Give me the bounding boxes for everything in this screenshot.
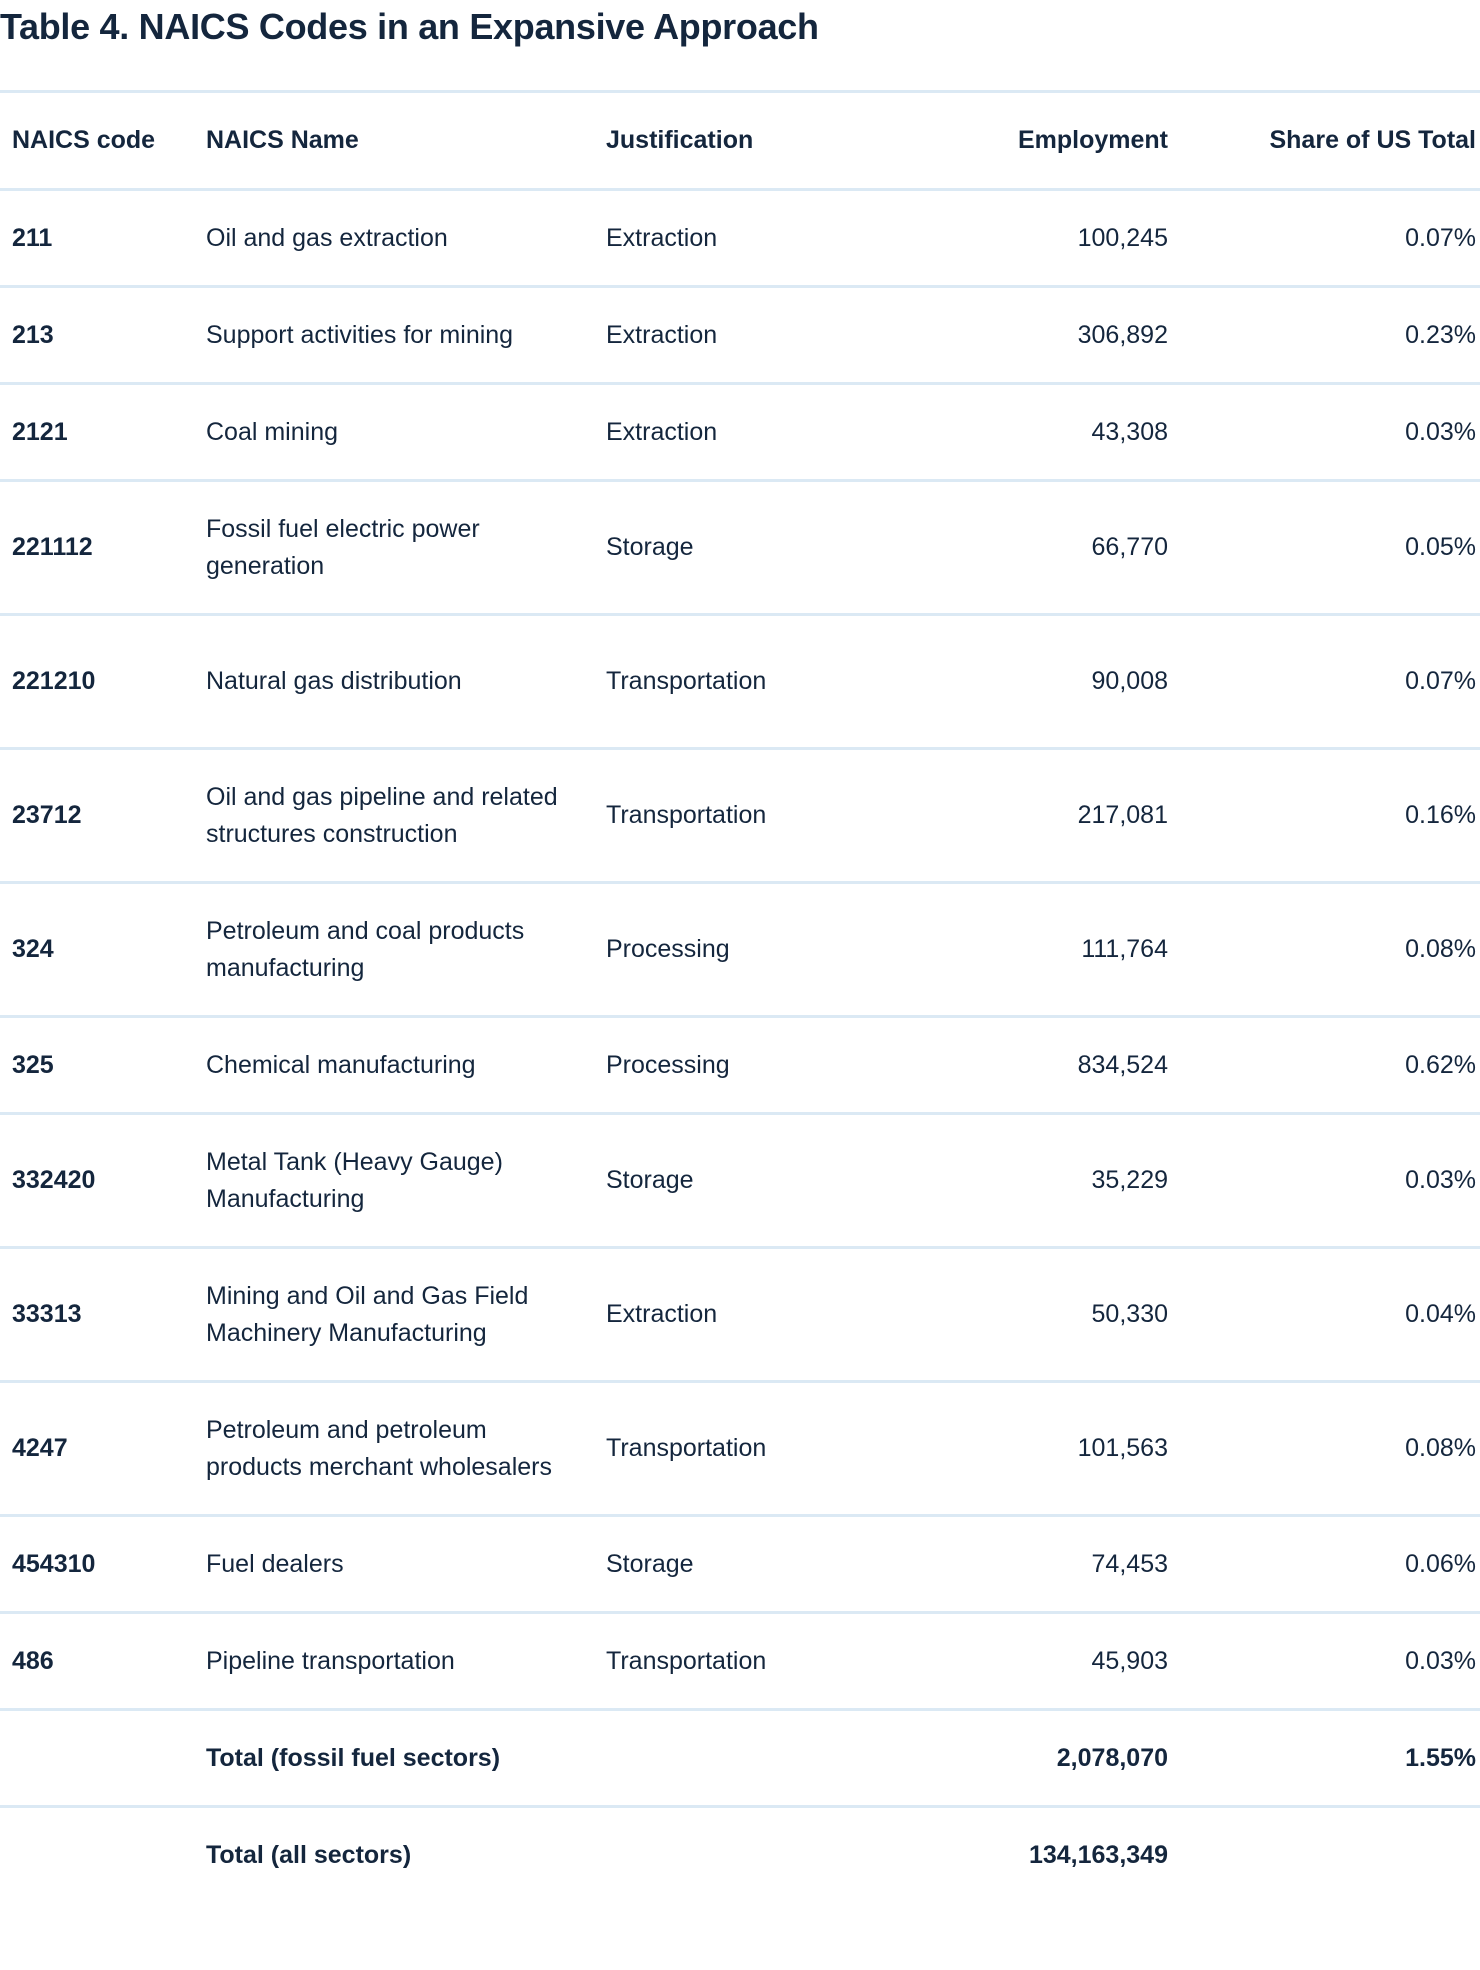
- naics-table: [0, 90, 1480, 1902]
- employment-cell: 90,008: [1091, 667, 1168, 695]
- naics-code-cell: 23712: [12, 801, 82, 829]
- table-row: [0, 1613, 1480, 1710]
- header-employment: Employment: [1017, 126, 1168, 154]
- table-row: [0, 1382, 1480, 1516]
- naics-name-cell: Pipeline transportation: [206, 1646, 455, 1675]
- naics-name-cell: Natural gas distribution: [206, 667, 462, 695]
- employment-cell: 217,081: [1077, 801, 1168, 829]
- naics-code-cell: 33313: [12, 1300, 82, 1328]
- table-row: [0, 384, 1480, 481]
- naics-name-cell: Fossil fuel electric power generation: [206, 514, 480, 580]
- naics-code-cell: 2121: [12, 417, 68, 446]
- header-row: [0, 92, 1480, 190]
- total-all-sectors-row: [0, 1807, 1480, 1903]
- employment-cell: 111,764: [1081, 935, 1168, 963]
- naics-code-cell: 454310: [12, 1549, 96, 1578]
- table-row: [0, 190, 1480, 287]
- naics-name-cell: Chemical manufacturing: [206, 1050, 476, 1079]
- total-code-cell: [0, 1807, 194, 1903]
- naics-name-cell: Mining and Oil and Gas Field Machinery Manufacturing: [206, 1281, 529, 1347]
- share-cell: 0.03%: [1405, 1166, 1476, 1194]
- total-employment-cell: 134,163,349: [1028, 1840, 1168, 1869]
- justification-cell: Extraction: [606, 223, 718, 252]
- justification-cell: Transportation: [606, 667, 767, 695]
- total-share-cell: [1180, 1807, 1480, 1903]
- table-row: [0, 481, 1480, 615]
- justification-cell: Transportation: [606, 1646, 767, 1675]
- employment-cell: 100,245: [1077, 223, 1168, 252]
- justification-cell: Storage: [606, 1166, 694, 1194]
- table-row: [0, 615, 1480, 749]
- employment-cell: 306,892: [1077, 320, 1168, 349]
- employment-cell: 35,229: [1091, 1166, 1168, 1194]
- share-cell: 0.62%: [1405, 1050, 1476, 1079]
- total-employment-cell: 2,078,070: [1056, 1743, 1168, 1772]
- naics-code-cell: 213: [12, 320, 54, 349]
- justification-cell: Storage: [606, 533, 694, 561]
- naics-name-cell: Oil and gas pipeline and related structures construction: [206, 782, 558, 848]
- share-cell: 0.06%: [1405, 1549, 1476, 1578]
- employment-cell: 74,453: [1091, 1549, 1168, 1578]
- employment-cell: 834,524: [1077, 1050, 1168, 1079]
- share-cell: 0.07%: [1405, 667, 1476, 695]
- naics-code-cell: 4247: [12, 1434, 68, 1462]
- table-row: [0, 1516, 1480, 1613]
- naics-name-cell: Petroleum and coal products manufacturing: [206, 916, 525, 982]
- justification-cell: Extraction: [606, 320, 718, 349]
- employment-cell: 66,770: [1091, 533, 1168, 561]
- justification-cell: Processing: [606, 935, 730, 963]
- naics-name-cell: Support activities for mining: [206, 320, 514, 349]
- justification-cell: Processing: [606, 1050, 730, 1079]
- share-cell: 0.03%: [1405, 417, 1476, 446]
- naics-code-cell: 486: [12, 1646, 54, 1675]
- share-cell: 0.05%: [1405, 533, 1476, 561]
- table-row: [0, 883, 1480, 1017]
- naics-code-cell: 221112: [12, 533, 93, 561]
- naics-name-cell: Petroleum and petroleum products merchant wholesalers: [206, 1415, 552, 1481]
- employment-cell: 43,308: [1091, 417, 1168, 446]
- total-label-cell: Total (all sectors): [206, 1840, 412, 1869]
- justification-cell: Transportation: [606, 1434, 767, 1462]
- table-row: [0, 1017, 1480, 1114]
- total-label-cell: Total (fossil fuel sectors): [206, 1743, 501, 1772]
- naics-code-cell: 324: [12, 935, 54, 963]
- table-row: [0, 1114, 1480, 1248]
- table-title: Table 4. NAICS Codes in an Expansive Approach: [0, 6, 819, 47]
- justification-cell: Extraction: [606, 1300, 718, 1328]
- share-cell: 0.08%: [1405, 1434, 1476, 1462]
- justification-cell: Transportation: [606, 801, 767, 829]
- table-row: [0, 1248, 1480, 1382]
- naics-name-cell: Fuel dealers: [206, 1549, 344, 1578]
- total-justification-cell: [594, 1710, 894, 1807]
- header-naics-name: NAICS Name: [206, 126, 359, 154]
- naics-code-cell: 332420: [12, 1166, 96, 1194]
- share-cell: 0.23%: [1405, 320, 1476, 349]
- table-row: [0, 287, 1480, 384]
- share-cell: 0.04%: [1405, 1300, 1476, 1328]
- header-share: Share of US Total: [1269, 126, 1476, 154]
- naics-code-cell: 211: [12, 223, 53, 252]
- naics-code-cell: 325: [12, 1050, 54, 1079]
- employment-cell: 101,563: [1077, 1434, 1168, 1462]
- share-cell: 0.03%: [1405, 1646, 1476, 1675]
- table-row: [0, 749, 1480, 883]
- share-cell: 0.08%: [1405, 935, 1476, 963]
- employment-cell: 50,330: [1091, 1300, 1168, 1328]
- naics-name-cell: Metal Tank (Heavy Gauge) Manufacturing: [206, 1147, 503, 1213]
- justification-cell: Storage: [606, 1549, 694, 1578]
- naics-name-cell: Coal mining: [206, 417, 339, 446]
- total-share-cell: 1.55%: [1405, 1743, 1476, 1772]
- naics-code-cell: 221210: [12, 667, 96, 695]
- header-naics-code: NAICS code: [12, 126, 156, 154]
- header-justification: Justification: [606, 126, 754, 154]
- share-cell: 0.07%: [1405, 223, 1476, 252]
- total-justification-cell: [594, 1807, 894, 1903]
- total-code-cell: [0, 1710, 194, 1807]
- justification-cell: Extraction: [606, 417, 718, 446]
- share-cell: 0.16%: [1405, 801, 1476, 829]
- naics-name-cell: Oil and gas extraction: [206, 223, 448, 252]
- total-fossil-fuel-row: [0, 1710, 1480, 1807]
- employment-cell: 45,903: [1091, 1646, 1168, 1675]
